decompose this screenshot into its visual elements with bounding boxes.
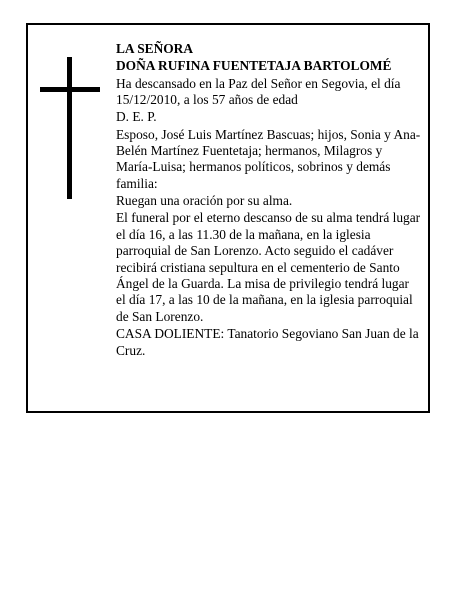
rip-line: D. E. P. [116, 109, 157, 125]
prayer-request: Ruegan una oración por su alma. [116, 193, 293, 209]
obituary-notice [26, 23, 430, 413]
family-list: Esposo, José Luis Martínez Bascuas; hijos, Sonia y Ana-Belén Martínez Fuentetaja; hermanos, Milagros y María-Luisa; hermanos políticos, sobrinos y demás familia: [116, 126, 421, 191]
mourning-house: CASA DOLIENTE: Tanatorio Segoviano San Juan de la Cruz. [116, 326, 419, 358]
death-statement: Ha descansado en la Paz del Señor en Segovia, el día 15/12/2010, a los 57 años de edad [116, 75, 401, 107]
deceased-name: DOÑA RUFINA FUENTETAJA BARTOLOMÉ [116, 58, 392, 74]
notice-text [116, 41, 421, 360]
funeral-details: El funeral por el eterno descanso de su alma tendrá lugar el día 16, a las 11.30 de la mañana, en la iglesia parroquial de San Lorenzo. Acto seguido el cadáver recibirá cristiana sepultura en el cementerio de Santo Ángel de la Guarda. La misa de privilegio tendrá lugar el día 17, a las 10 de la mañana, en la iglesia parroquial de San Lorenzo. [116, 210, 421, 324]
cross-vertical-bar [67, 57, 72, 199]
cross-icon [40, 57, 100, 199]
cross-horizontal-bar [40, 87, 100, 92]
notice-title: LA SEÑORA [116, 41, 194, 56]
